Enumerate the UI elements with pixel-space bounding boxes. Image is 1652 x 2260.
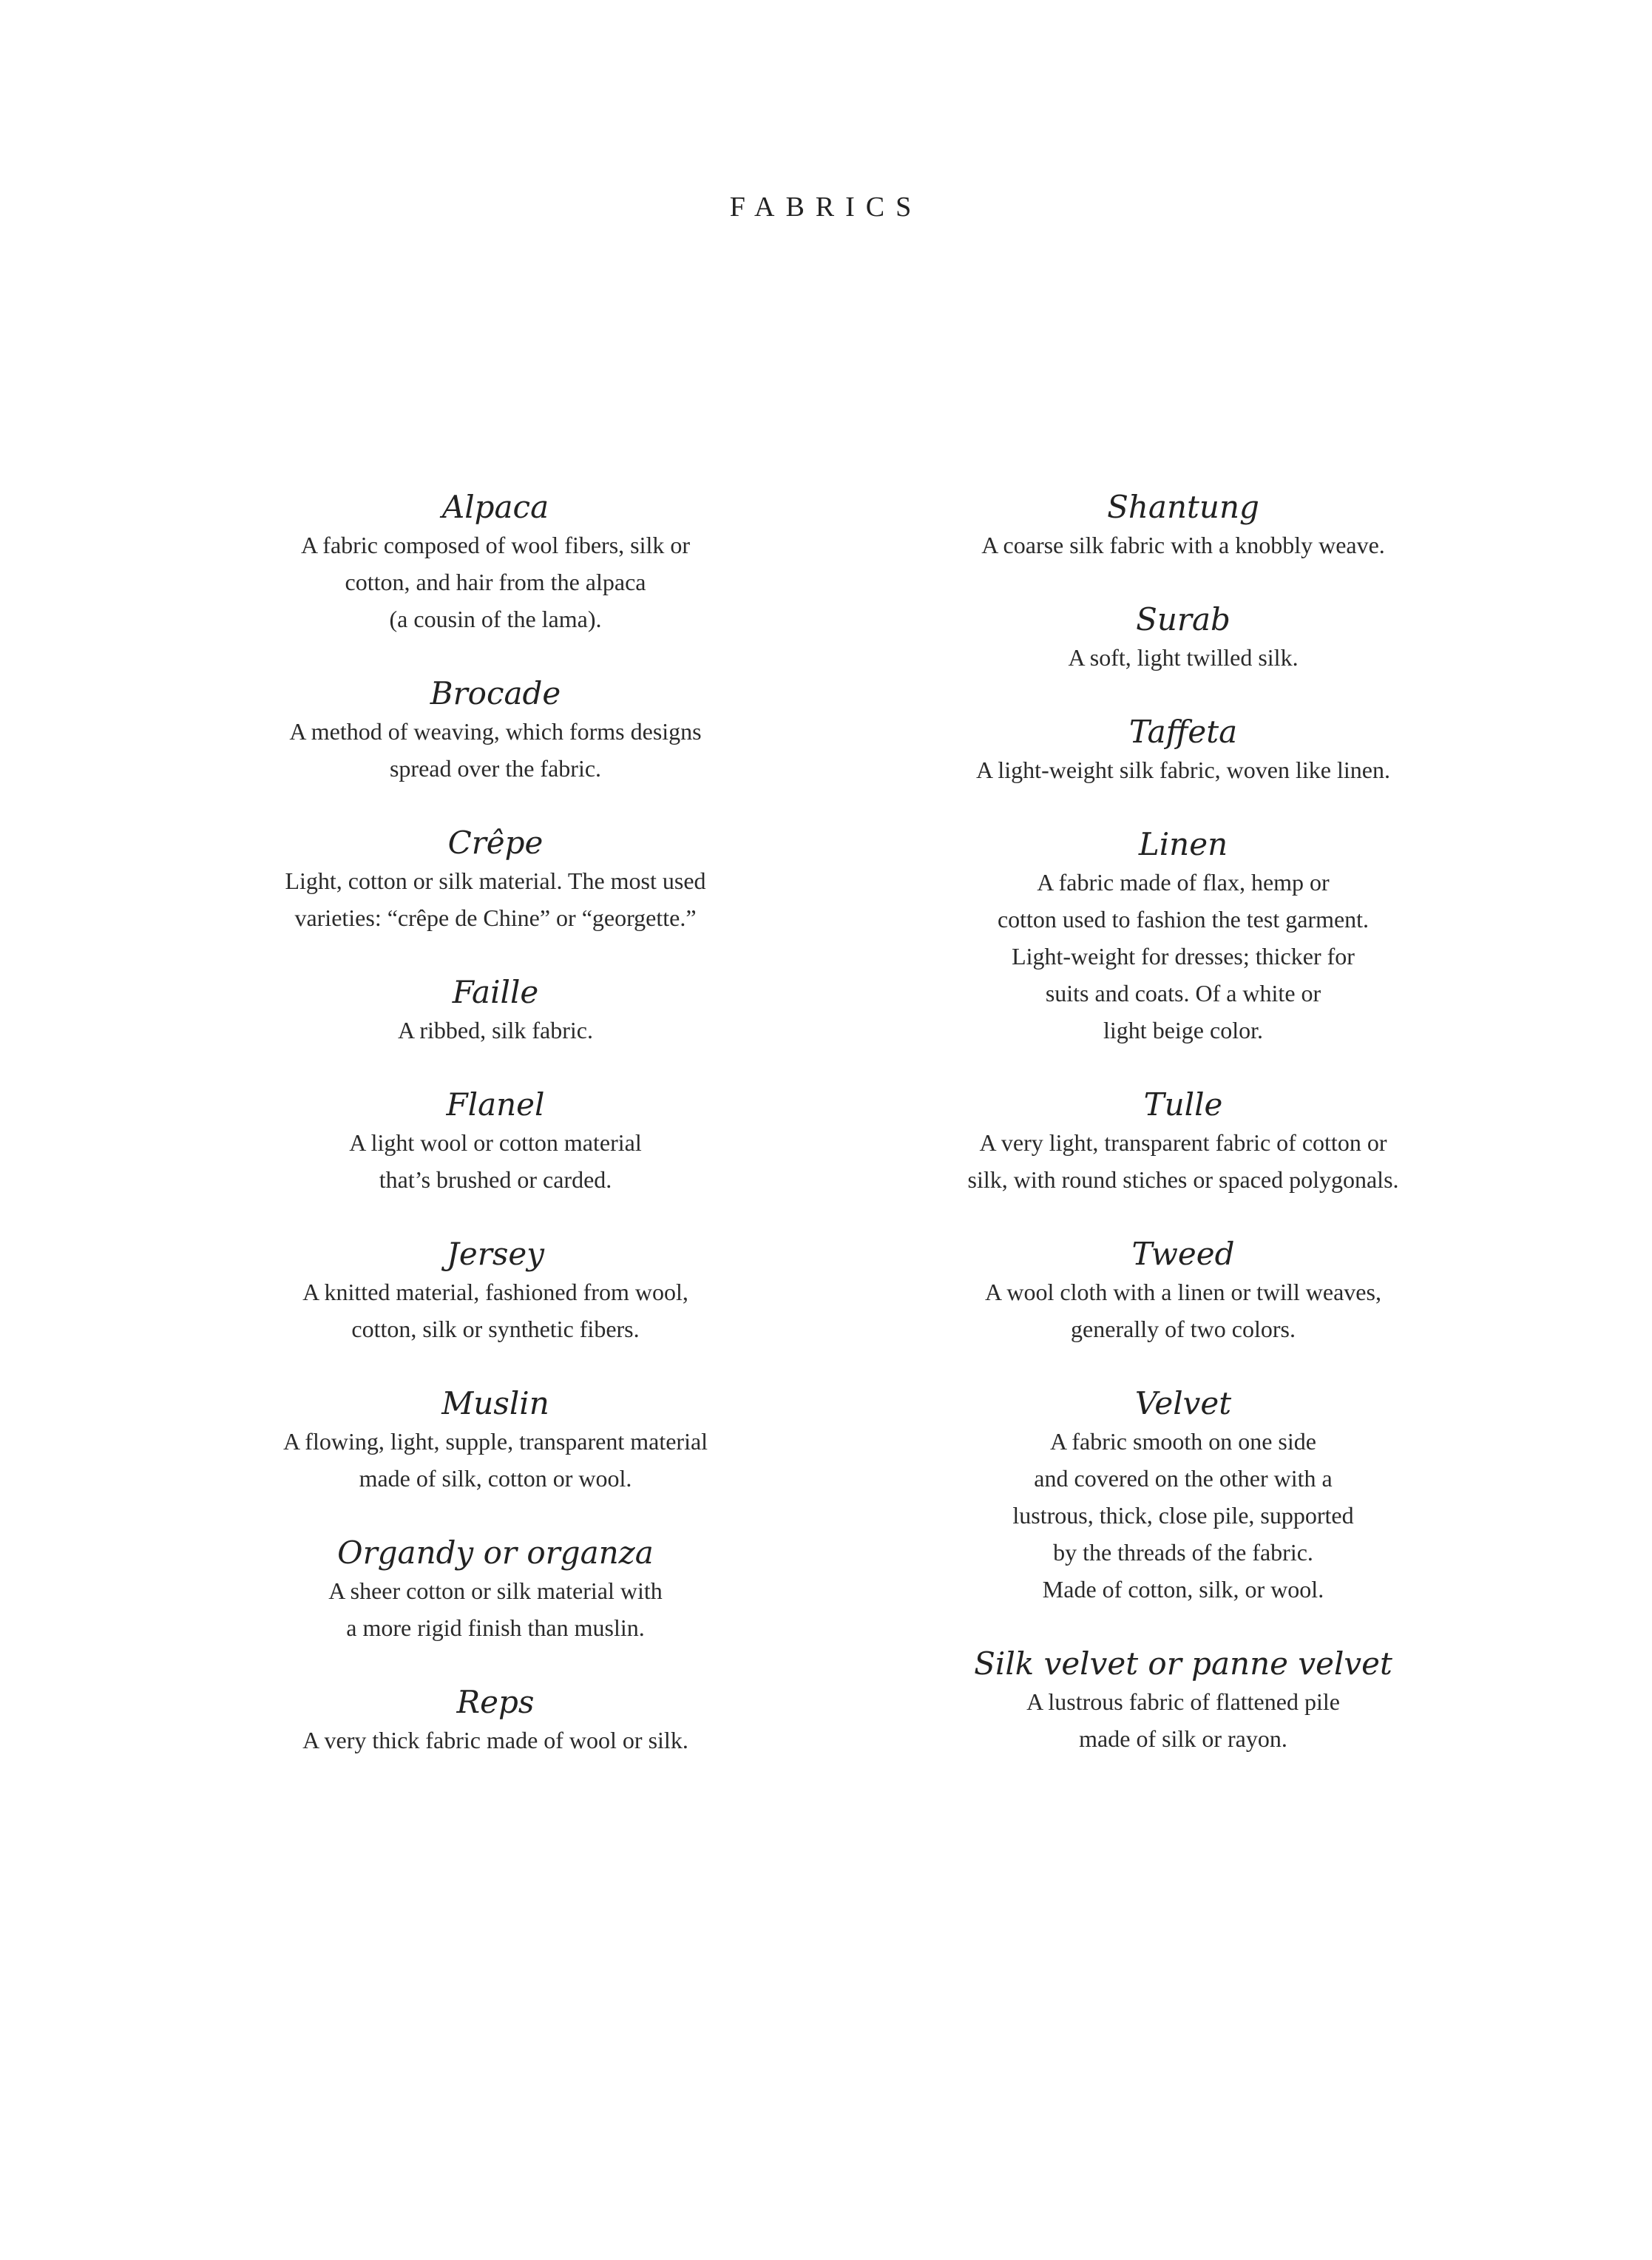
definition-line: A knitted material, fashioned from wool, [302,1279,688,1305]
glossary-definition [880,1124,1486,1198]
definition-line: cotton, and hair from the alpaca [345,569,646,595]
definition-line: A fabric smooth on one side [1050,1428,1316,1455]
glossary-entry-velvet [880,1384,1486,1608]
glossary-entry-brocade [192,674,799,787]
glossary-definition [880,1683,1486,1757]
definition-line: light beige color. [1103,1017,1263,1043]
glossary-entry-taffeta [880,713,1486,788]
glossary-definition [192,1572,799,1646]
glossary-term: Tulle [1143,1086,1223,1123]
definition-line: A very thick fabric made of wool or silk. [302,1727,688,1753]
page-title: FABRICS [729,192,923,223]
glossary-term: Brocade [430,675,561,711]
definition-line: A sheer cotton or silk material with [328,1577,663,1604]
definition-line: cotton used to fashion the test garment. [997,906,1370,933]
glossary-definition [192,1124,799,1198]
definition-line: A fabric made of flax, hemp or [1037,869,1330,896]
definition-line: A ribbed, silk fabric. [398,1017,593,1043]
definition-line: A light-weight silk fabric, woven like linen. [976,757,1390,783]
glossary-term: Organdy or organza [337,1535,654,1571]
glossary-definition [880,751,1486,788]
glossary-definition [880,1273,1486,1347]
definition-line: that’s brushed or carded. [379,1166,612,1193]
glossary-term: Jersey [447,1236,544,1272]
glossary-definition [192,527,799,637]
definition-line: (a cousin of the lama). [389,606,602,632]
glossary-term: Faille [452,974,539,1010]
glossary-definition [192,1722,799,1759]
definition-line: A soft, light twilled silk. [1068,644,1299,671]
glossary-entry-linen [880,825,1486,1049]
glossary-definition [192,1012,799,1049]
glossary-term: Alpaca [441,489,549,525]
glossary-entry-flanel [192,1086,799,1198]
glossary-entry-tweed [880,1235,1486,1347]
definition-line: made of silk or rayon. [1079,1725,1287,1752]
definition-line: a more rigid finish than muslin. [346,1614,645,1641]
glossary-definition [880,1423,1486,1608]
glossary-definition [880,639,1486,676]
definition-line: suits and coats. Of a white or [1045,980,1321,1006]
definition-line: A fabric composed of wool fibers, silk or [300,532,691,558]
glossary-term: Muslin [441,1385,549,1421]
glossary-definition [880,864,1486,1049]
definition-line: A light wool or cotton material [349,1129,642,1156]
definition-line: A very light, transparent fabric of cotton or [979,1129,1387,1156]
glossary-entry-organdy-or-organza [192,1534,799,1646]
definition-line: Made of cotton, silk, or wool. [1042,1576,1324,1603]
glossary-term: Silk velvet or panne velvet [974,1645,1392,1682]
glossary-entry-crepe [192,824,799,936]
glossary-left-column [192,488,799,1796]
glossary-entry-muslin [192,1384,799,1497]
glossary-definition [192,1273,799,1347]
glossary-term: Surab [1136,601,1230,637]
definition-line: Light-weight for dresses; thicker for [1012,943,1355,970]
definition-line: spread over the fabric. [389,755,602,782]
glossary-entry-alpaca [192,488,799,637]
glossary-definition [192,1423,799,1497]
glossary-term: Linen [1138,826,1228,862]
definition-line: A lustrous fabric of flattened pile [1026,1688,1340,1715]
glossary-term: Tweed [1131,1236,1235,1272]
definition-line: lustrous, thick, close pile, supported [1012,1502,1354,1529]
glossary-definition [192,862,799,936]
glossary-entry-shantung [880,488,1486,564]
definition-line: A method of weaving, which forms designs [289,718,702,745]
definition-line: made of silk, cotton or wool. [359,1465,632,1492]
glossary-term: Crêpe [447,825,544,861]
glossary-entry-surab [880,600,1486,676]
definition-line: A flowing, light, supple, transparent material [282,1428,708,1455]
glossary-entry-faille [192,973,799,1049]
glossary-entry-jersey [192,1235,799,1347]
definition-line: A wool cloth with a linen or twill weaves, [985,1279,1381,1305]
definition-line: generally of two colors. [1071,1316,1296,1342]
definition-line: cotton, silk or synthetic fibers. [351,1316,640,1342]
definition-line: Light, cotton or silk material. The most used [285,867,706,894]
definition-line: and covered on the other with a [1034,1465,1333,1492]
glossary-entry-silk-velvet-or-panne-velvet [880,1645,1486,1757]
glossary-definition [880,527,1486,564]
definition-line: varieties: “crêpe de Chine” or “georgette.” [294,904,697,931]
glossary-right-column [880,488,1486,1794]
definition-line: silk, with round stiches or spaced polygonals. [967,1166,1399,1193]
glossary-entry-tulle [880,1086,1486,1198]
glossary-definition [192,713,799,787]
definition-line: A coarse silk fabric with a knobbly weave. [981,532,1385,558]
glossary-term: Reps [456,1684,535,1720]
glossary-entry-reps [192,1683,799,1759]
definition-line: by the threads of the fabric. [1053,1539,1313,1566]
glossary-term: Taffeta [1128,714,1238,750]
glossary-term: Flanel [446,1086,545,1123]
glossary-term: Velvet [1134,1385,1232,1421]
glossary-term: Shantung [1107,489,1259,525]
